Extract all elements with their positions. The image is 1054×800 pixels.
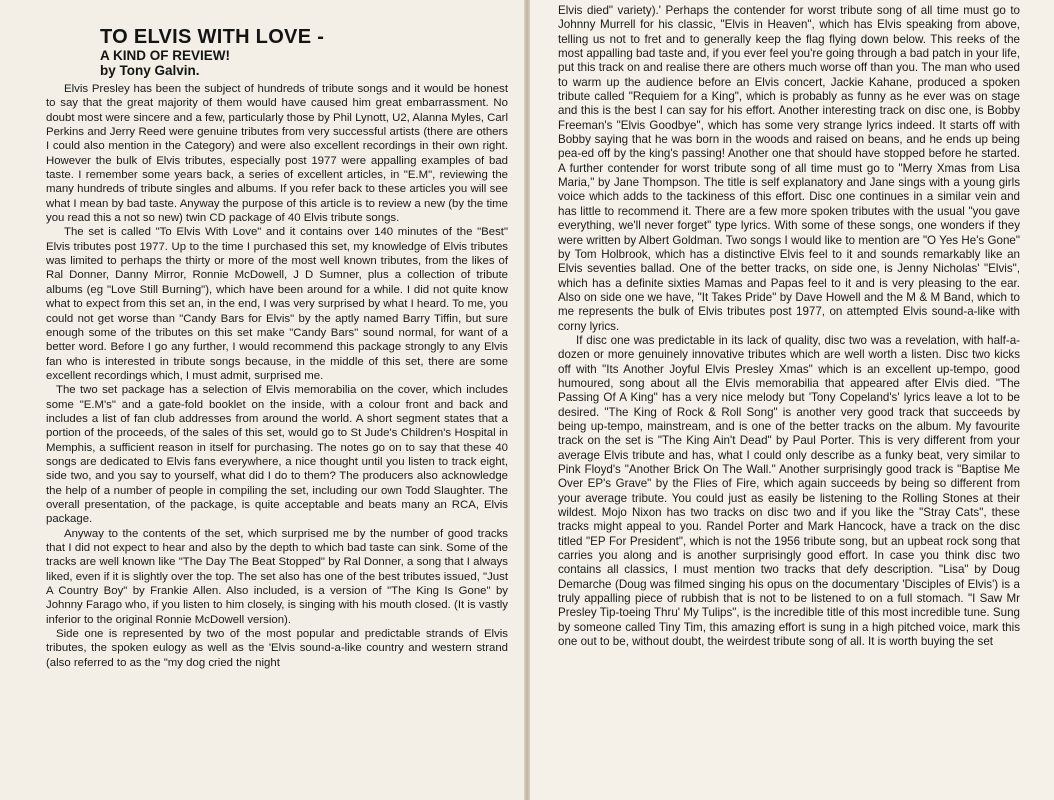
right-page: [530, 0, 1054, 800]
paragraph: Elvis died" variety).' Perhaps the contender for worst tribute song of all time must go to Johnny Murrell for his classic, "Elvis in Heaven", which has Elvis speaking from above, telling us not to fret and to generally keep the flag flying down below. This reeks of the most appalling bad taste and, if you ever feel you're going through a bad patch in your life, put this track on and realise there are others much worse off than you. The man who used to warm up the audience before an Elvis concert, Jackie Kahane, produced a spoken tribute called "Requiem for a King", which is probably as funny as he ever was on stage and this is the best I can say for his effort. Another interesting track on disc one, is Bobby Freeman's "Elvis Goodbye", which has some very strange lyrics indeed. It starts off with Bobby saying that he was born in the woods and raised on beans, and he ends up being pea-ed off by the king's passing! Another one that should have stopped before he started. A further contender for worst tribute song of all time must go to "Merry Xmas from Lisa Maria," by Jane Thompson. The title is self explanatory and Jane sings with a young girls voice which adds to the tackiness of this effort. Disc one continues in a similar vein and has little to recommend it. There are a few more spoken tributes with the usual "you gave everything, we'll never forget" type lyrics. With some of these songs, one wonders if they were written by Albert Goldman. Two songs I would like to mention are "O Yes He's Gone" by Tom Holbrook, which has a distinctive Elvis feel to it and sounds remarkably like an Elvis seventies ballad. One of the better tracks, on side one, is Jenny Nicholas' "Elvis", which has a definite sixties Mamas and Papas feel to it and is very pleasing to the ear. Also on side one we have, "It Takes Pride" by Dave Howell and the M & M Band, which to me represents the bulk of Elvis tributes post 1977, on attempted Elvis sound-a-like with corny lyrics.: [558, 4, 1020, 333]
article-title: TO ELVIS WITH LOVE -: [100, 26, 325, 48]
paragraph: If disc one was predictable in its lack of quality, disc two was a revelation, with half-a-dozen or more genuinely innovative tributes which are well worth a listen. Disc two kicks off with "Its Another Joyful Elvis Presley Xmas" which is an excellent up-tempo, good humoured, song about all the Elvis memorabilia that appeared after Elvis died. "The Passing Of A King" has a very nice melody but 'Tony Copeland's' lyrics leave a lot to be desired. "The King of Rock & Roll Song" is another very good track that succeeds by being up-tempo, mainstream, and is one of the better tracks on the album. My favourite track on the set is "The King Ain't Dead" by Paul Porter. This is very different from your average Elvis tribute and has, what I could only describe as a funky beat, very similar to Pink Floyd's "Another Brick On The Wall." Another surprisingly good track is "Baptise Me Over EP's Grave" by the Flies of Fire, which again succeeds by being so different from your average tribute. You could just as easily be listening to the Rolling Stones at their wildest. Mojo Nixon has two tracks on disc two and if you like the "Stray Cats", these tracks might appeal to you. Randel Porter and Mark Hancock, have a track on the disc titled "EP For President", which is not the 1956 tribute song, but an upbeat rock song that carries you along and is another surprisingly good effort. In case you think disc two contains all classics, I must mention two tracks that defy description. "Lisa" by Doug Demarche (Doug was filmed singing his opus on the documentary 'Disciples of Elvis') is a truly appalling piece of rubbish that is not to be listened to on a full stomach. "I Saw Mr Presley Tip-toeing Thru' My Tulips", is the incredible title of this most incredible tune. Sung by someone called Tiny Tim, this amazing effort is sung in a high pitched voice, mark this one out to be, without doubt, the weirdest tribute song of all. It is worth buying the set: [558, 333, 1020, 649]
article-subtitle: A KIND OF REVIEW!: [100, 48, 230, 63]
article-byline: by Tony Galvin.: [100, 63, 200, 78]
paragraph: Side one is represented by two of the most popular and predictable strands of Elvis tributes, the spoken eulogy as well as the 'Elvis sound-a-like country and western strand (also referred to as the "my dog cried the night: [46, 628, 508, 669]
paragraph: Anyway to the contents of the set, which surprised me by the number of good tracks that I did not expect to hear and also by the depth to which bad taste can sink. Some of the tracks are well known like "The Day The Beat Stopped" by Ral Donner, a song that I always liked, even if it is slightly over the top. The set also has one of the best tributes issued, "Just A Country Boy" by Frankie Allen. Also included, is a version of "The King Is Gone" by Johnny Farago who, if you listen to him closely, is singing with his mouth closed. (It is vastly inferior to the original Ronnie McDowell version).: [46, 527, 508, 626]
paragraph: The set is called "To Elvis With Love" and it contains over 140 minutes of the "Best" Elvis tributes post 1977. Up to the time I purchased this set, my knowledge of Elvis tributes was limited to perhaps the thirty or more of the most well known tributes, from the likes of Ral Donner, Danny Mirror, Ronnie McDowell, J D Sumner, plus a collection of tribute albums (eg "Love Still Burning"), which have been around for a while. I did not quite know what to expect from this set an, in the end, I was very surprised by what I heard. To me, you could not get worse than "Candy Bars for Elvis" by the aptly named Barry Tiffin, but sure enough some of the tributes on this set make "Candy Bars" sound normal, for want of a better word. Before I go any further, I would recommend this package strongly to any Elvis fan who is interested in tribute songs because, in the middle of this set, there are some excellent recordings which, I must admit, surprised me.: [46, 226, 508, 382]
paragraph: The two set package has a selection of Elvis memorabilia on the cover, which includes some "E.M's" and a gate-fold booklet on the inside, with a colour front and back and includes a list of fan club addresses from around the world. A short segment states that a portion of the proceeds, of the sales of this set, would go to St Jude's Children's Hospital in Memphis, a sufficient reason in itself for purchasing. The notes go on to say that these 40 songs are dedicated to Elvis fans everywhere, a nice thought until you listen to track eight, side two, and you say to yourself, what did I do to them? The producers also acknowledge the help of a number of people in compiling the set, including our own Todd Slaughter. The overall presentation, of the package, is quite acceptable and beats many an RCA, Elvis package.: [46, 384, 508, 526]
left-page: [0, 0, 524, 800]
paragraph: Elvis Presley has been the subject of hundreds of tribute songs and it would be honest to say that the great majority of them would have caused him great embarrassment. No doubt most were sincere and a few, particularly those by Phil Lynott, U2, Alanna Myles, Carl Perkins and Jerry Reed were genuine tributes from very successful artists (there are others I could also mention in the Category) and were also excellent recordings in their own right. However the bulk of Elvis tributes, especially post 1977 were appalling examples of bad taste. I remember some years back, a series of excellent articles, in "E.M", reviewing the many hundreds of tribute singles and albums. If you refer back to these articles you will see what I mean by bad taste. Anyway the purpose of this article is to review a new (by the time you read this a not so new) twin CD package of 40 Elvis tribute songs.: [46, 83, 508, 225]
